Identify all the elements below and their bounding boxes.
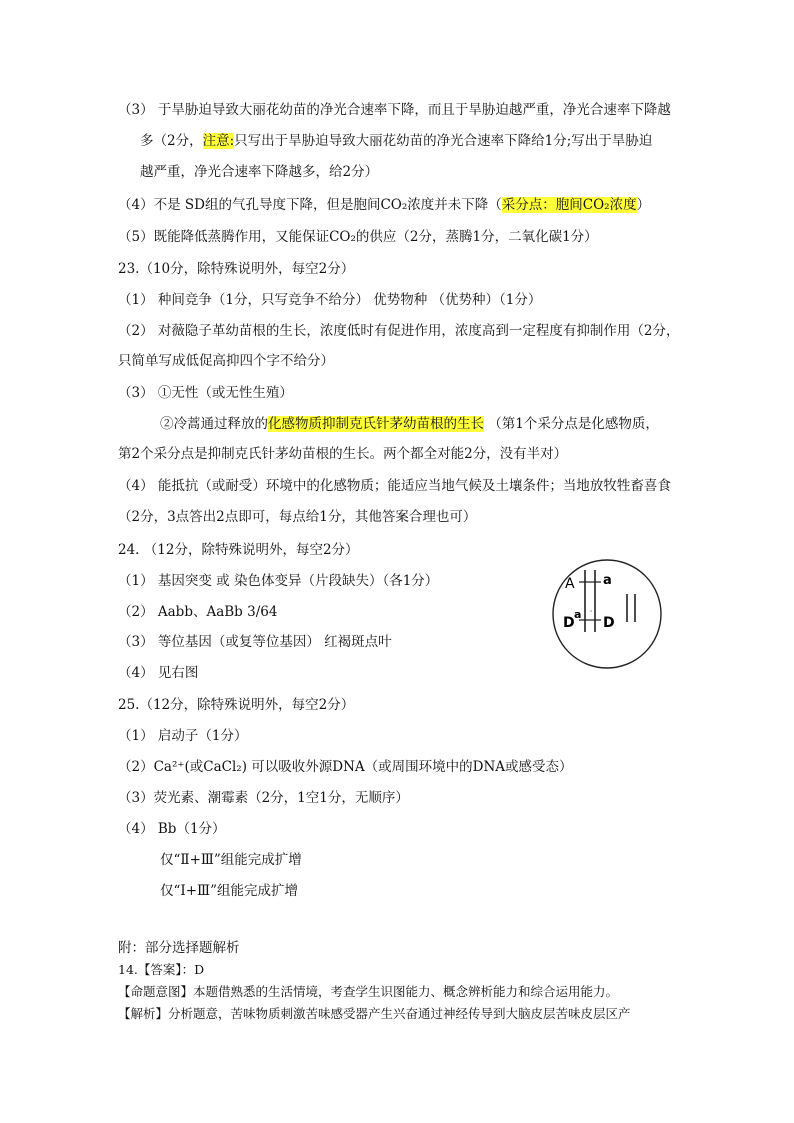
q22-part3-line1: （3） 于旱胁迫导致大丽花幼苗的净光合速率下降，而且于旱胁迫越严重，净光合速率下降越 (118, 102, 671, 118)
q14-answer: 14.【答案】：D (118, 962, 205, 977)
text: 多（2分， (140, 133, 203, 149)
q14-analysis: 【解析】分析题意，苦味物质刺激苦味感受器产生兴奋通过神经传导到大脑皮层苦味皮层区产 (118, 1006, 631, 1021)
q25-heading: 25.（12分，除特殊说明外，每空2分） (118, 697, 355, 713)
q24-part4: （4） 见右图 (118, 665, 199, 681)
text: （4）不是 SD组的气孔导度下降，但是胞间CO₂浓度并未下降（ (118, 197, 502, 213)
allele-a-top-label: a (603, 573, 612, 588)
q25-part4-line2: 仅“Ⅱ+Ⅲ”组能完成扩增 (160, 852, 302, 868)
allele-a-bottom-label: a (574, 608, 582, 621)
q25-part1: （1） 启动子（1分） (118, 728, 248, 744)
allele-D-right-label: D (603, 615, 615, 631)
appendix-heading: 附：部分选择题解析 (118, 940, 240, 956)
q25-part3: （3）荧光素、潮霉素（2分，1空1分，无顺序） (118, 790, 409, 806)
q24-heading: 24. （12分，除特殊说明外，每空2分） (118, 542, 359, 558)
q24-part1: （1） 基因突变 或 染色体变异（片段缺失）（各1分） (118, 573, 439, 589)
q25-part2: （2）Ca²⁺(或CaCl₂) 可以吸收外源DNA（或周围环境中的DNA或感受态） (118, 759, 573, 775)
q24-part2: （2） Aabb、AaBb 3/64 (118, 604, 278, 620)
q23-part3-line1: （3） ①无性（或无性生殖） (118, 385, 293, 401)
q14-intent: 【命题意图】本题借熟悉的生活情境，考查学生识图能力、概念辨析能力和综合运用能力。 (118, 984, 619, 999)
highlight-note: 注意: (202, 133, 235, 149)
q25-part4: （4） Bb（1分） (118, 821, 226, 837)
text: ②冷蒿通过释放的 (160, 416, 268, 432)
q25-part4-line3: 仅“Ⅰ+Ⅲ”组能完成扩增 (160, 883, 298, 899)
q23-heading: 23.（10分，除特殊说明外，每空2分） (118, 261, 355, 277)
allele-A-label: A (565, 576, 575, 592)
q23-part1: （1） 种间竞争（1分，只写竞争不给分） 优势物种 （优势种）（1分） (118, 292, 542, 308)
q23-part3-line2 (160, 414, 659, 434)
q22-part5: （5）既能降低蒸腾作用，又能保证CO₂的供应（2分，蒸腾1分，二氧化碳1分） (118, 229, 598, 245)
q22-part4 (118, 195, 650, 215)
allele-D-label: D (563, 615, 575, 631)
chromosome-diagram (551, 558, 663, 670)
text: ） (636, 197, 651, 213)
text: 只写出于旱胁迫导致大丽花幼苗的净光合速率下降给1分;写出于旱胁迫 (234, 133, 653, 149)
q23-part3-line3: 第2个采分点是抑制克氏针茅幼苗根的生长。两个都全对能2分，没有半对） (118, 446, 568, 462)
q24-part3: （3） 等位基因（或复等位基因） 红褐斑点叶 (118, 634, 392, 650)
q22-part3-line2 (140, 131, 652, 151)
highlight-answer: 化感物质抑制克氏针茅幼苗根的生长 (268, 416, 484, 432)
q23-part4-line1: （4） 能抵抗（或耐受）环境中的化感物质；能适应当地气候及土壤条件；当地放牧牲畜喜食 (118, 478, 671, 494)
q23-part2-line1: （2） 对薇隐子革幼苗根的生长，浓度低时有促进作用，浓度高到一定程度有抑制作用（2分， (118, 323, 680, 339)
text: （第1个采分点是化感物质， (484, 416, 659, 432)
highlight-score-point: 采分点：胞间CO₂浓度 (501, 197, 637, 213)
q23-part2-line2: 只简单写成低促高抑四个字不给分） (118, 353, 334, 369)
q23-part4-line2: （2分，3点答出2点即可，每点给1分，其他答案合理也可） (118, 509, 477, 525)
q22-part3-line3: 越严重，净光合速率下降越多，给2分） (140, 164, 379, 180)
